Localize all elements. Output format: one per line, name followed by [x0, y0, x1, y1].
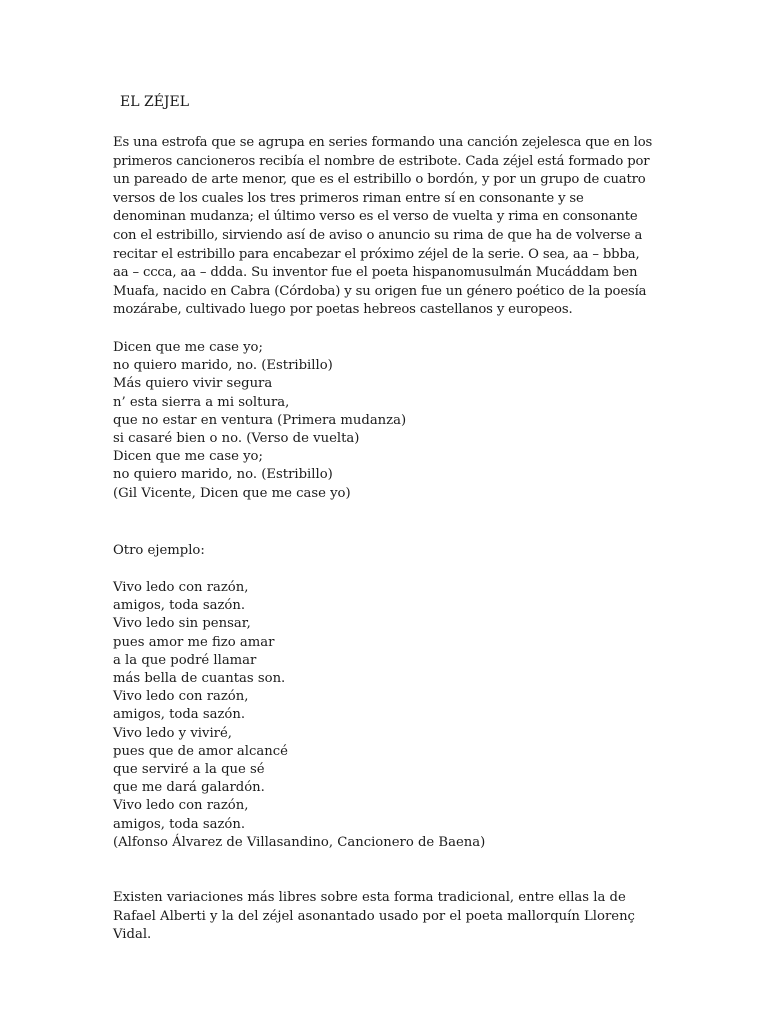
verse-line: Dicen que me case yo; — [113, 339, 263, 355]
verse-line: si casaré bien o no. (Verso de vuelta) — [113, 430, 360, 446]
verse-line: Vivo ledo sin pensar, — [113, 616, 251, 632]
intro-paragraph: Es una estrofa que se agrupa en series formando una canción zejelesca que en los primeros cancioneros recibía el nombre de estribote. Cada zéjel está formado por un pareado de arte menor, que es el estribillo o bordón, y por un grupo de cuatro versos de los cuales los tres primeros riman entre sí en consonante y se denominan mudanza; el último verso es el verso de vuelta y rima en consonante con el estribillo, sirviendo así de aviso o anuncio su rima de que ha de volverse a recitar el estribillo para encabezar el próximo zéjel de la serie. O sea, aa – bbba, aa – ccca, aa – ddda. Su inventor fue el poeta hispanomusulmán Mucáddam ben Muafa, nacido en Cabra (Córdoba) y su origen fue un género poético de la poesía mozárabe, cultivado luego por poetas hebreos castellanos y europeos. — [113, 135, 653, 318]
verse-line: Más quiero vivir segura — [113, 376, 273, 392]
verse-line: que no estar en ventura (Primera mudanza) — [113, 412, 407, 428]
verse-line: pues que de amor alcancé — [113, 743, 288, 759]
verse-line: que serviré a la que sé — [113, 762, 265, 777]
verse-line: amigos, toda sazón. — [113, 598, 246, 614]
verse-line: no quiero marido, no. (Estribillo) — [113, 358, 333, 374]
other-example-label: Otro ejemplo: — [113, 542, 205, 558]
verse-line: no quiero marido, no. (Estribillo) — [113, 467, 333, 483]
closing-paragraph: Existen variaciones más libres sobre esta forma tradicional, entre ellas la de Rafael Alberti y la del zéjel asonantado usado por el poeta mallorquín Llorenç Vidal. — [113, 890, 635, 943]
verse-line: pues amor me fizo amar — [113, 634, 275, 650]
poem-attribution: (Alfonso Álvarez de Villasandino, Cancionero de Baena) — [113, 834, 486, 850]
poem-villasandino — [113, 579, 658, 852]
verse-line: Vivo ledo y viviré, — [113, 725, 232, 741]
verse-line: Vivo ledo con razón, — [113, 579, 249, 595]
verse-line: a la que podré llamar — [113, 652, 257, 668]
verse-line: amigos, toda sazón. — [113, 816, 246, 832]
verse-line: Vivo ledo con razón, — [113, 689, 249, 705]
verse-line: que me dará galardón. — [113, 780, 265, 796]
verse-line: n’ esta sierra a mi soltura, — [113, 394, 290, 410]
document-page — [113, 92, 658, 945]
verse-line: amigos, toda sazón. — [113, 707, 246, 723]
poem-gil-vicente — [113, 339, 658, 503]
verse-line: más bella de cuantas son. — [113, 670, 286, 686]
verse-line: Dicen que me case yo; — [113, 449, 263, 465]
page-title: EL ZÉJEL — [120, 94, 190, 110]
verse-line: Vivo ledo con razón, — [113, 798, 249, 814]
poem-attribution: (Gil Vicente, Dicen que me case yo) — [113, 485, 351, 501]
